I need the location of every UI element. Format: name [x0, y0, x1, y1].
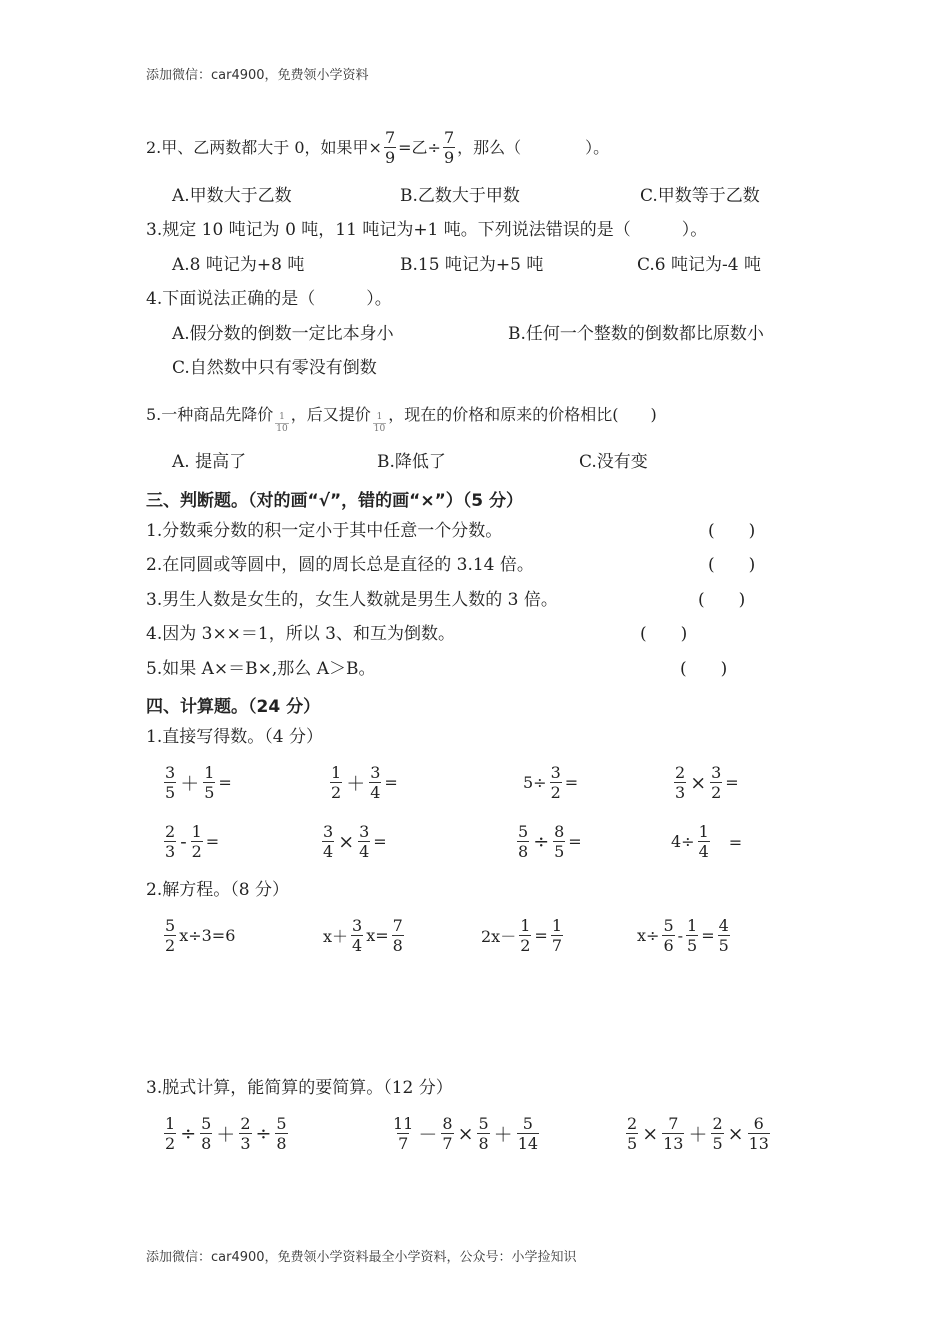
judge-item: 2.在同圆或等圆中，圆的周长总是直径的 3.14 倍。	[146, 555, 534, 575]
direct-expression: $\frac{2}{3}$ - $\frac{1}{2}$ =	[165, 822, 220, 861]
fraction: $\frac{7}{9}$	[384, 128, 396, 167]
answer-paren[interactable]: ( )	[708, 555, 756, 575]
fraction: $\frac{7}{9}$	[443, 128, 455, 167]
q3-option-b: B.15 吨记为+5 吨	[400, 255, 544, 275]
q2-suffix: ，那么（ ）。	[457, 137, 610, 157]
q2-option-a: A.甲数大于乙数	[172, 186, 292, 206]
direct-expression: 4÷ $\frac{1}{4}$ =	[671, 822, 743, 861]
section-judge-title: 三、判断题。（对的画“√”，错的画“×”）（5 分）	[146, 491, 524, 511]
q5-middle: ，后又提价	[290, 404, 371, 424]
equation: x÷ $\frac{5}{6}$ - $\frac{1}{5}$ = $\frac{4}{5}$	[637, 916, 729, 955]
q5-prefix: 5.一种商品先降价	[146, 404, 274, 424]
q2-middle: =乙÷	[398, 137, 441, 157]
equation: x＋ $\frac{3}{4}$ x= $\frac{7}{8}$	[323, 916, 403, 955]
direct-expression: $\frac{5}{8}$ ÷ $\frac{8}{5}$ =	[518, 822, 582, 861]
simplify-expression: $\frac{1}{2}$ ÷ $\frac{5}{8}$ ＋ $\frac{2}{3}$ ÷ $\frac{5}{8}$	[165, 1114, 287, 1153]
simplify-expression: $\frac{2}{5}$ × $\frac{7}{13}$ ＋ $\frac{2}{5}$ × $\frac{6}{13}$	[627, 1114, 769, 1153]
question-2-stem	[146, 128, 609, 167]
fraction: $\frac{1}{10}$	[276, 412, 288, 434]
judge-item: 3.男生人数是女生的，女生人数就是男生人数的 3 倍。	[146, 590, 558, 610]
q4-option-a: A.假分数的倒数一定比本身小	[172, 324, 394, 344]
judge-item: 5.如果 A×＝B×,那么 A＞B。	[146, 659, 376, 679]
judge-item: 4.因为 3××＝1，所以 3、和互为倒数。	[146, 624, 455, 644]
question-5-stem	[146, 394, 657, 435]
fraction: $\frac{1}{10}$	[373, 412, 386, 434]
q3-option-a: A.8 吨记为+8 吨	[172, 255, 305, 275]
question-3-stem: 3.规定 10 吨记为 0 吨，11 吨记为+1 吨。下列说法错误的是（ ）。	[146, 220, 708, 240]
calc-part1-title: 1.直接写得数。（4 分）	[146, 727, 323, 747]
direct-expression: $\frac{3}{5}$ ＋ $\frac{1}{5}$ =	[165, 763, 232, 802]
page-footer: 添加微信：car4900，免费领小学资料最全小学资料，公众号：小学捡知识	[146, 1250, 577, 1265]
q4-option-b: B.任何一个整数的倒数都比原数小	[508, 324, 764, 344]
equation: $\frac{5}{2}$ x÷3=6	[165, 916, 236, 955]
q2-option-b: B.乙数大于甲数	[400, 186, 520, 206]
answer-paren[interactable]: ( )	[698, 590, 746, 610]
direct-expression: $\frac{2}{3}$ × $\frac{3}{2}$ =	[675, 763, 739, 802]
answer-paren[interactable]: ( )	[680, 659, 728, 679]
judge-item: 1.分数乘分数的积一定小于其中任意一个分数。	[146, 521, 503, 541]
simplify-expression: $\frac{11}{7}$ － $\frac{8}{7}$ × $\frac{5}{8}$ ＋ $\frac{5}{14}$	[393, 1114, 539, 1153]
calc-part3-title: 3.脱式计算，能简算的要简算。（12 分）	[146, 1078, 453, 1098]
equation: 2x－ $\frac{1}{2}$ = $\frac{1}{7}$	[481, 916, 562, 955]
q5-option-c: C.没有变	[579, 452, 648, 472]
q4-option-c: C.自然数中只有零没有倒数	[172, 358, 377, 378]
q5-option-b: B.降低了	[377, 452, 446, 472]
direct-expression: 5÷ $\frac{3}{2}$ =	[523, 763, 579, 802]
q5-option-a: A. 提高了	[172, 452, 247, 472]
direct-expression: $\frac{3}{4}$ × $\frac{3}{4}$ =	[323, 822, 387, 861]
question-4-stem: 4.下面说法正确的是（ ）。	[146, 289, 392, 309]
answer-paren[interactable]: ( )	[640, 624, 688, 644]
answer-paren[interactable]: ( )	[708, 521, 756, 541]
q5-suffix: ，现在的价格和原来的价格相比( )	[388, 404, 657, 424]
calc-part2-title: 2.解方程。（8 分）	[146, 880, 289, 900]
q2-prefix: 2.甲、乙两数都大于 0，如果甲×	[146, 137, 382, 157]
q2-option-c: C.甲数等于乙数	[640, 186, 760, 206]
section-calc-title: 四、计算题。（24 分）	[146, 697, 321, 717]
q3-option-c: C.6 吨记为-4 吨	[637, 255, 761, 275]
page-header: 添加微信：car4900，免费领小学资料	[146, 68, 369, 83]
direct-expression: $\frac{1}{2}$ ＋ $\frac{3}{4}$ =	[331, 763, 398, 802]
